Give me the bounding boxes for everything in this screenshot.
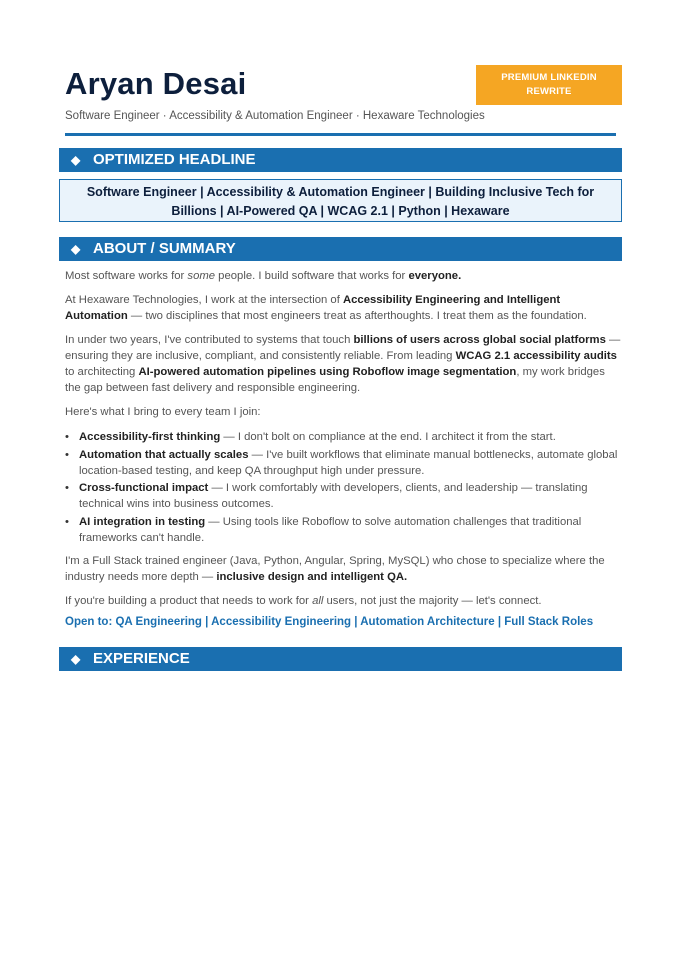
about-paragraph-1: Most software works for some people. I build software that works for everyone. [65, 270, 462, 282]
premium-badge [476, 65, 622, 105]
bullet-icon: • [65, 448, 69, 461]
header-divider [65, 133, 616, 136]
about-paragraph-2: At Hexaware Technologies, I work at the intersection of Accessibility Engineering and Intelligent Automation — two disciplines that most engineers treat as afterthoughts. I treat them as the foundation. [65, 294, 587, 322]
section-header-experience [59, 647, 622, 671]
about-paragraph-6: If you're building a product that needs to work for all users, not just the majority — let's connect. [65, 595, 542, 607]
open-to-roles: Open to: QA Engineering | Accessibility Engineering | Automation Architecture | Full Stack Roles [65, 616, 594, 628]
list-item: • AI integration in testing — Using tools like Roboflow to solve automation challenges that traditional frameworks can't handle. [65, 515, 582, 544]
strengths-list [65, 429, 621, 547]
candidate-name: Aryan Desai [65, 66, 247, 101]
subtitle: Software Engineer · Accessibility & Automation Engineer · Hexaware Technologies [65, 110, 485, 122]
section-title: ABOUT / SUMMARY [93, 240, 236, 257]
badge-line-2: REWRITE [526, 86, 572, 97]
bullet-icon: • [65, 515, 69, 528]
bullet-icon: • [65, 482, 69, 494]
diamond-icon: ◆ [71, 153, 81, 167]
diamond-icon: ◆ [71, 242, 81, 256]
diamond-icon: ◆ [71, 652, 81, 666]
headline-line-2: Billions | AI-Powered QA | WCAG 2.1 | Python | Hexaware [171, 203, 510, 218]
about-paragraph-3: In under two years, I've contributed to systems that touch billions of users across global social platforms — ensuring they are inclusive, compliant, and consistently reliable. From leading WCAG 2.1 accessibility audits to architecting AI-powered automation pipelines using Roboflow image segmentation, my work bridges the gap between fast delivery and responsible engineering. [65, 334, 621, 394]
list-item: • Cross-functional impact — I work comfortably with developers, clients, and leadership — translating technical wins into business outcomes. [65, 482, 588, 510]
about-paragraph-4: Here's what I bring to every team I join: [65, 406, 261, 418]
section-header-about [59, 237, 622, 261]
section-header-headline [59, 148, 622, 172]
list-item: • Automation that actually scales — I've built workflows that eliminate manual bottlenecks, automate global location-based testing, and keep QA throughput high under pressure. [65, 448, 618, 477]
section-title: OPTIMIZED HEADLINE [93, 151, 256, 168]
list-item: • Accessibility-first thinking — I don't bolt on compliance at the end. I architect it from the start. [65, 431, 556, 443]
section-title: EXPERIENCE [93, 650, 190, 667]
badge-line-1: PREMIUM LINKEDIN [501, 72, 597, 83]
headline-box [59, 179, 622, 222]
headline-line-1: Software Engineer | Accessibility & Automation Engineer | Building Inclusive Tech for [86, 185, 595, 199]
bullet-icon: • [65, 431, 69, 443]
about-paragraph-5: I'm a Full Stack trained engineer (Java, Python, Angular, Spring, MySQL) who chose to specialize where the industry needs more depth — inclusive design and intelligent QA. [65, 555, 605, 583]
